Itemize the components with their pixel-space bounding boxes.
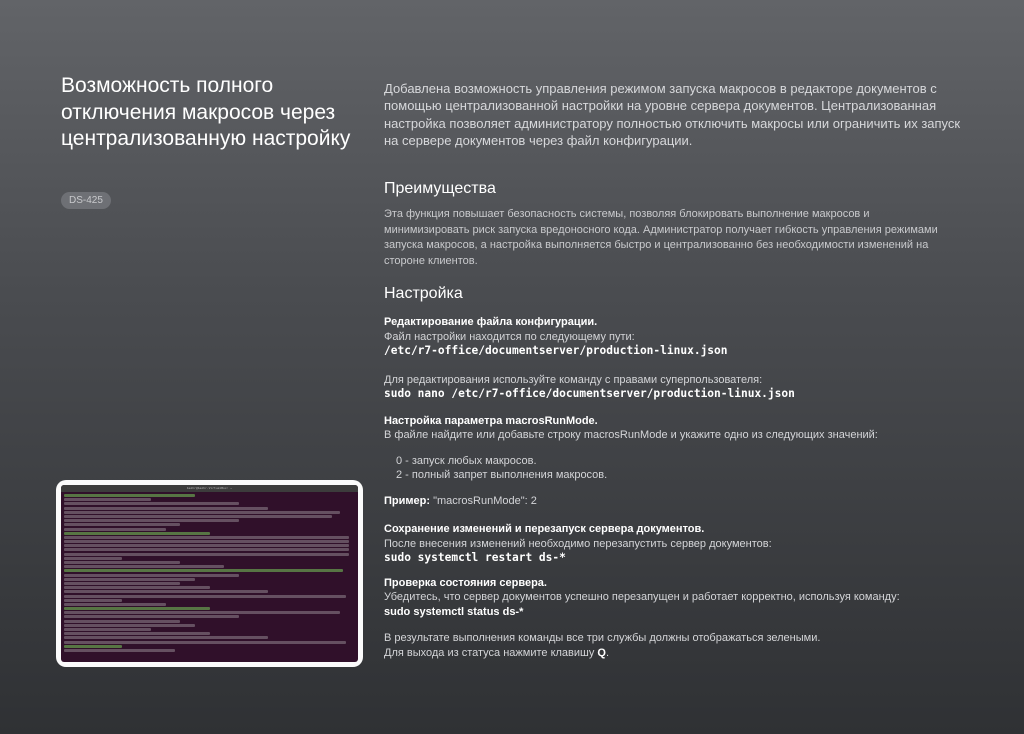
result-line-2	[384, 646, 974, 661]
terminal-line	[64, 641, 346, 644]
terminal-line	[64, 603, 166, 606]
intro-text: Добавлена возможность управления режимом запуска макросов в редакторе документов с помощью централизованной настройки на уровне сервера документов. Централизованная настройка позволяет администратору полностью отключить макросы или ограничить их запуск на сервере документов через файл конфигурации.	[384, 81, 961, 148]
terminal-line	[64, 607, 210, 610]
example-value: "macrosRunMode": 2	[430, 494, 537, 507]
advantages-heading: Преимущества	[384, 180, 496, 197]
terminal-window	[61, 485, 358, 662]
terminal-line	[64, 586, 210, 589]
terminal-line	[64, 498, 151, 501]
restart-title: Сохранение изменений и перезапуск сервера документов.	[384, 523, 705, 535]
terminal-line	[64, 540, 349, 543]
terminal-line	[64, 645, 122, 648]
status-block	[384, 576, 974, 620]
param-text: В файле найдите или добавьте строку macrosRunMode и укажите одно из следующих значений:	[384, 429, 878, 441]
list-item: 2 - полный запрет выполнения макросов.	[396, 469, 608, 481]
terminal-line	[64, 519, 239, 522]
terminal-line	[64, 615, 239, 618]
list-item: 0 - запуск любых макросов.	[396, 454, 537, 467]
edit-title: Редактирование файла конфигурации.	[384, 316, 598, 328]
terminal-line	[64, 628, 151, 631]
edit-cmd: sudo nano /etc/r7-office/documentserver/production-linux.json	[384, 387, 795, 400]
terminal-line	[64, 507, 268, 510]
terminal-line	[64, 532, 210, 535]
restart-text: После внесения изменений необходимо перезапустить сервер документов:	[384, 537, 772, 550]
terminal-line	[64, 557, 122, 560]
result-text: Для выхода из статуса нажмите клавишу	[384, 646, 598, 659]
restart-cmd: sudo systemctl restart ds-*	[384, 551, 566, 564]
terminal-line	[64, 624, 195, 627]
terminal-output	[61, 492, 358, 655]
status-text: Убедитесь, что сервер документов успешно перезапущен и работает корректно, используя команду:	[384, 591, 900, 603]
terminal-line	[64, 578, 195, 581]
status-cmd: sudo systemctl status ds-*	[384, 605, 524, 618]
restart-block	[384, 522, 974, 566]
param-title: Настройка параметра macrosRunMode.	[384, 414, 598, 427]
terminal-line	[64, 649, 175, 652]
example-label: Пример:	[384, 494, 431, 507]
terminal-line	[64, 536, 349, 539]
example-line	[384, 494, 974, 509]
status-title: Проверка состояния сервера.	[384, 576, 547, 589]
setup-section	[384, 285, 974, 660]
result-block	[384, 631, 974, 660]
advantages-section	[384, 180, 954, 269]
terminal-line	[64, 636, 268, 639]
terminal-line	[64, 511, 340, 514]
page-title: Возможность полного отключения макросов через централизованную настройку	[61, 74, 351, 150]
terminal-line	[64, 590, 268, 593]
values-list	[384, 454, 974, 483]
terminal-screenshot	[56, 480, 363, 667]
terminal-line	[64, 582, 180, 585]
edit-block	[384, 315, 974, 402]
terminal-line	[64, 548, 349, 551]
result-end: .	[605, 646, 610, 659]
terminal-line	[64, 523, 180, 526]
terminal-line	[64, 544, 349, 547]
terminal-line	[64, 632, 210, 635]
setup-heading: Настройка	[384, 285, 463, 302]
edit-cmd-text: Для редактирования используйте команду с правами суперпользователя:	[384, 373, 763, 386]
terminal-line	[64, 574, 239, 577]
terminal-titlebar: bezhr@bezhr-VirtualBox: ~	[61, 485, 358, 492]
terminal-line	[64, 502, 239, 505]
issue-badge: DS-425	[61, 192, 111, 209]
terminal-line	[64, 611, 340, 614]
terminal-line	[64, 565, 224, 568]
terminal-line	[64, 620, 180, 623]
result-line-1: В результате выполнения команды все три службы должны отображаться зелеными.	[384, 632, 821, 644]
main-content	[384, 80, 974, 659]
terminal-line	[64, 599, 122, 602]
advantages-text: Эта функция повышает безопасность системы, позволяя блокировать выполнение макросов и минимизировать риск запуска вредоносного кода. Администратор получает гибкость управления режимами запуска макросов, а настройка выполняется быстро и централизованно без необходимости изменений на стороне клиентов.	[384, 208, 938, 267]
terminal-line	[64, 569, 343, 572]
terminal-line	[64, 494, 195, 497]
terminal-line	[64, 595, 346, 598]
param-block	[384, 414, 974, 483]
result-key: Q	[597, 646, 606, 659]
edit-path: /etc/r7-office/documentserver/production-linux.json	[384, 344, 728, 357]
terminal-line	[64, 528, 166, 531]
terminal-line	[64, 553, 349, 556]
terminal-line	[64, 515, 332, 518]
edit-text: Файл настройки находится по следующему пути:	[384, 330, 635, 343]
terminal-line	[64, 561, 180, 564]
